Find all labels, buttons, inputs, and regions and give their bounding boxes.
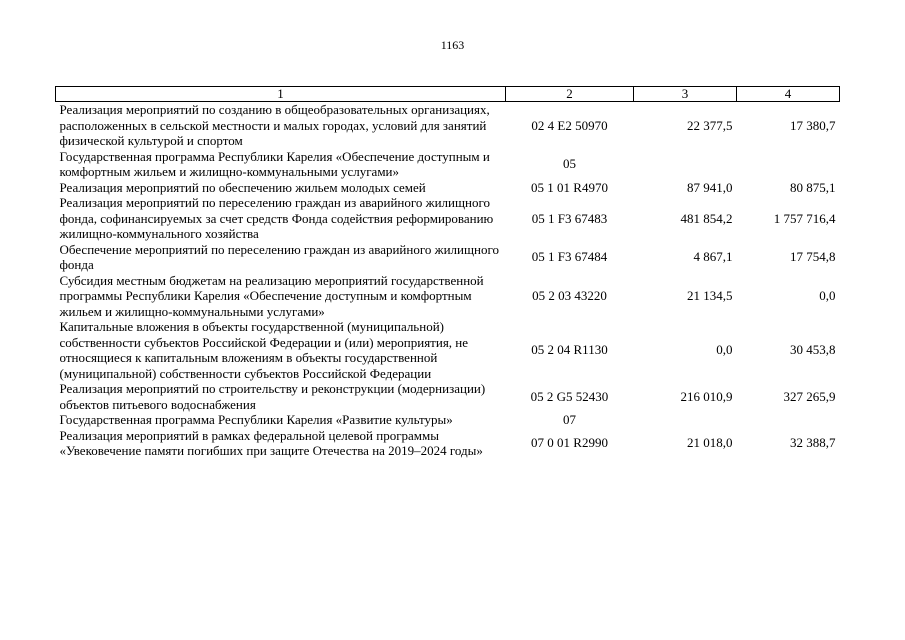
- row-value-col3: [634, 149, 737, 180]
- header-row: [56, 87, 840, 102]
- row-name: Реализация мероприятий в рамках федеральной целевой программы «Увековечение памяти погибших при защите Отечества на 2019–2024 годы»: [59, 427, 483, 458]
- row-code: 07 0 01 R2990: [531, 435, 608, 451]
- row-value-col3: 4 867,1: [693, 249, 733, 265]
- header-col-1: 1: [56, 87, 506, 102]
- table-row: [56, 412, 840, 428]
- table-row: [56, 195, 840, 242]
- row-name: Реализация мероприятий по строительству и реконструкции (модернизации) объектов питьевого водоснабжения: [59, 381, 486, 412]
- row-code: 05 1 F3 67483: [531, 210, 608, 226]
- budget-table: [55, 86, 840, 459]
- row-value-col3: 481 854,2: [680, 210, 733, 226]
- row-code: 05: [563, 156, 576, 172]
- row-name: Капитальные вложения в объекты государственной (муниципальной) собственности субъектов Российской Федерации и (или) мероприятия, не относящиеся к капитальным вложениям в объекты государственной (муниципальной) собственности субъектов Российской Федерации: [59, 319, 469, 381]
- row-value-col3: 87 941,0: [687, 179, 733, 195]
- row-value-col4: 17 754,8: [790, 249, 836, 265]
- row-value-col4: [737, 412, 840, 428]
- header-col-4: 4: [737, 87, 840, 102]
- row-value-col3: [634, 412, 737, 428]
- row-code: 05 2 03 43220: [532, 288, 607, 303]
- row-value-col4: [737, 149, 840, 180]
- row-code: 05 1 01 R4970: [531, 179, 608, 195]
- row-value-col4: 80 875,1: [790, 179, 836, 195]
- row-value-col3: 21 134,5: [687, 288, 733, 303]
- header-col-3: 3: [634, 87, 737, 102]
- row-code: 05 2 04 R1130: [531, 342, 608, 358]
- row-code: 05 2 G5 52430: [530, 388, 609, 404]
- row-name: Государственная программа Республики Карелия «Развитие культуры»: [59, 412, 453, 427]
- table-row: [56, 428, 840, 459]
- row-value-col4: 1 757 716,4: [773, 210, 836, 226]
- table-row: [56, 102, 840, 149]
- row-code: 05 1 F3 67484: [531, 249, 608, 265]
- table-row: [56, 319, 840, 381]
- table-row: [56, 381, 840, 412]
- row-value-col3: 216 010,9: [680, 388, 733, 404]
- row-code: 02 4 E2 50970: [531, 117, 608, 133]
- row-value-col4: 327 265,9: [783, 388, 836, 404]
- row-name: Реализация мероприятий по переселению граждан из аварийного жилищного фонда, софинансируемых за счет средств Фонда содействия реформированию жилищно-коммунального хозяйства: [59, 195, 494, 241]
- row-name: Реализация мероприятий по обеспечению жильем молодых семей: [59, 179, 426, 195]
- row-code: 07: [563, 412, 576, 427]
- row-name: Субсидия местным бюджетам на реализацию мероприятий государственной программы Республики Карелия «Обеспечение доступным и комфортным жильем и жилищно-коммунальными услугами»: [59, 272, 484, 319]
- row-value-col3: 0,0: [716, 342, 733, 358]
- row-value-col4: 17 380,7: [790, 117, 836, 133]
- table-row: [56, 180, 840, 196]
- row-name: Обеспечение мероприятий по переселению граждан из аварийного жилищного фонда: [59, 241, 499, 272]
- header-col-2: 2: [506, 87, 634, 102]
- row-value-col4: 32 388,7: [790, 435, 836, 451]
- row-value-col4: 30 453,8: [790, 342, 836, 358]
- row-name: Государственная программа Республики Карелия «Обеспечение доступным и комфортным жильем и жилищно-коммунальными услугами»: [59, 148, 490, 179]
- row-name: Реализация мероприятий по созданию в общеобразовательных организациях, расположенных в сельской местности и малых городах, условий для занятий физической культурой и спортом: [59, 102, 490, 148]
- table-row: [56, 273, 840, 320]
- row-value-col4: 0,0: [819, 288, 836, 303]
- table-row: [56, 149, 840, 180]
- row-value-col3: 22 377,5: [687, 117, 733, 133]
- page-number: 1163: [440, 38, 465, 52]
- row-value-col3: 21 018,0: [687, 435, 733, 451]
- table-row: [56, 242, 840, 273]
